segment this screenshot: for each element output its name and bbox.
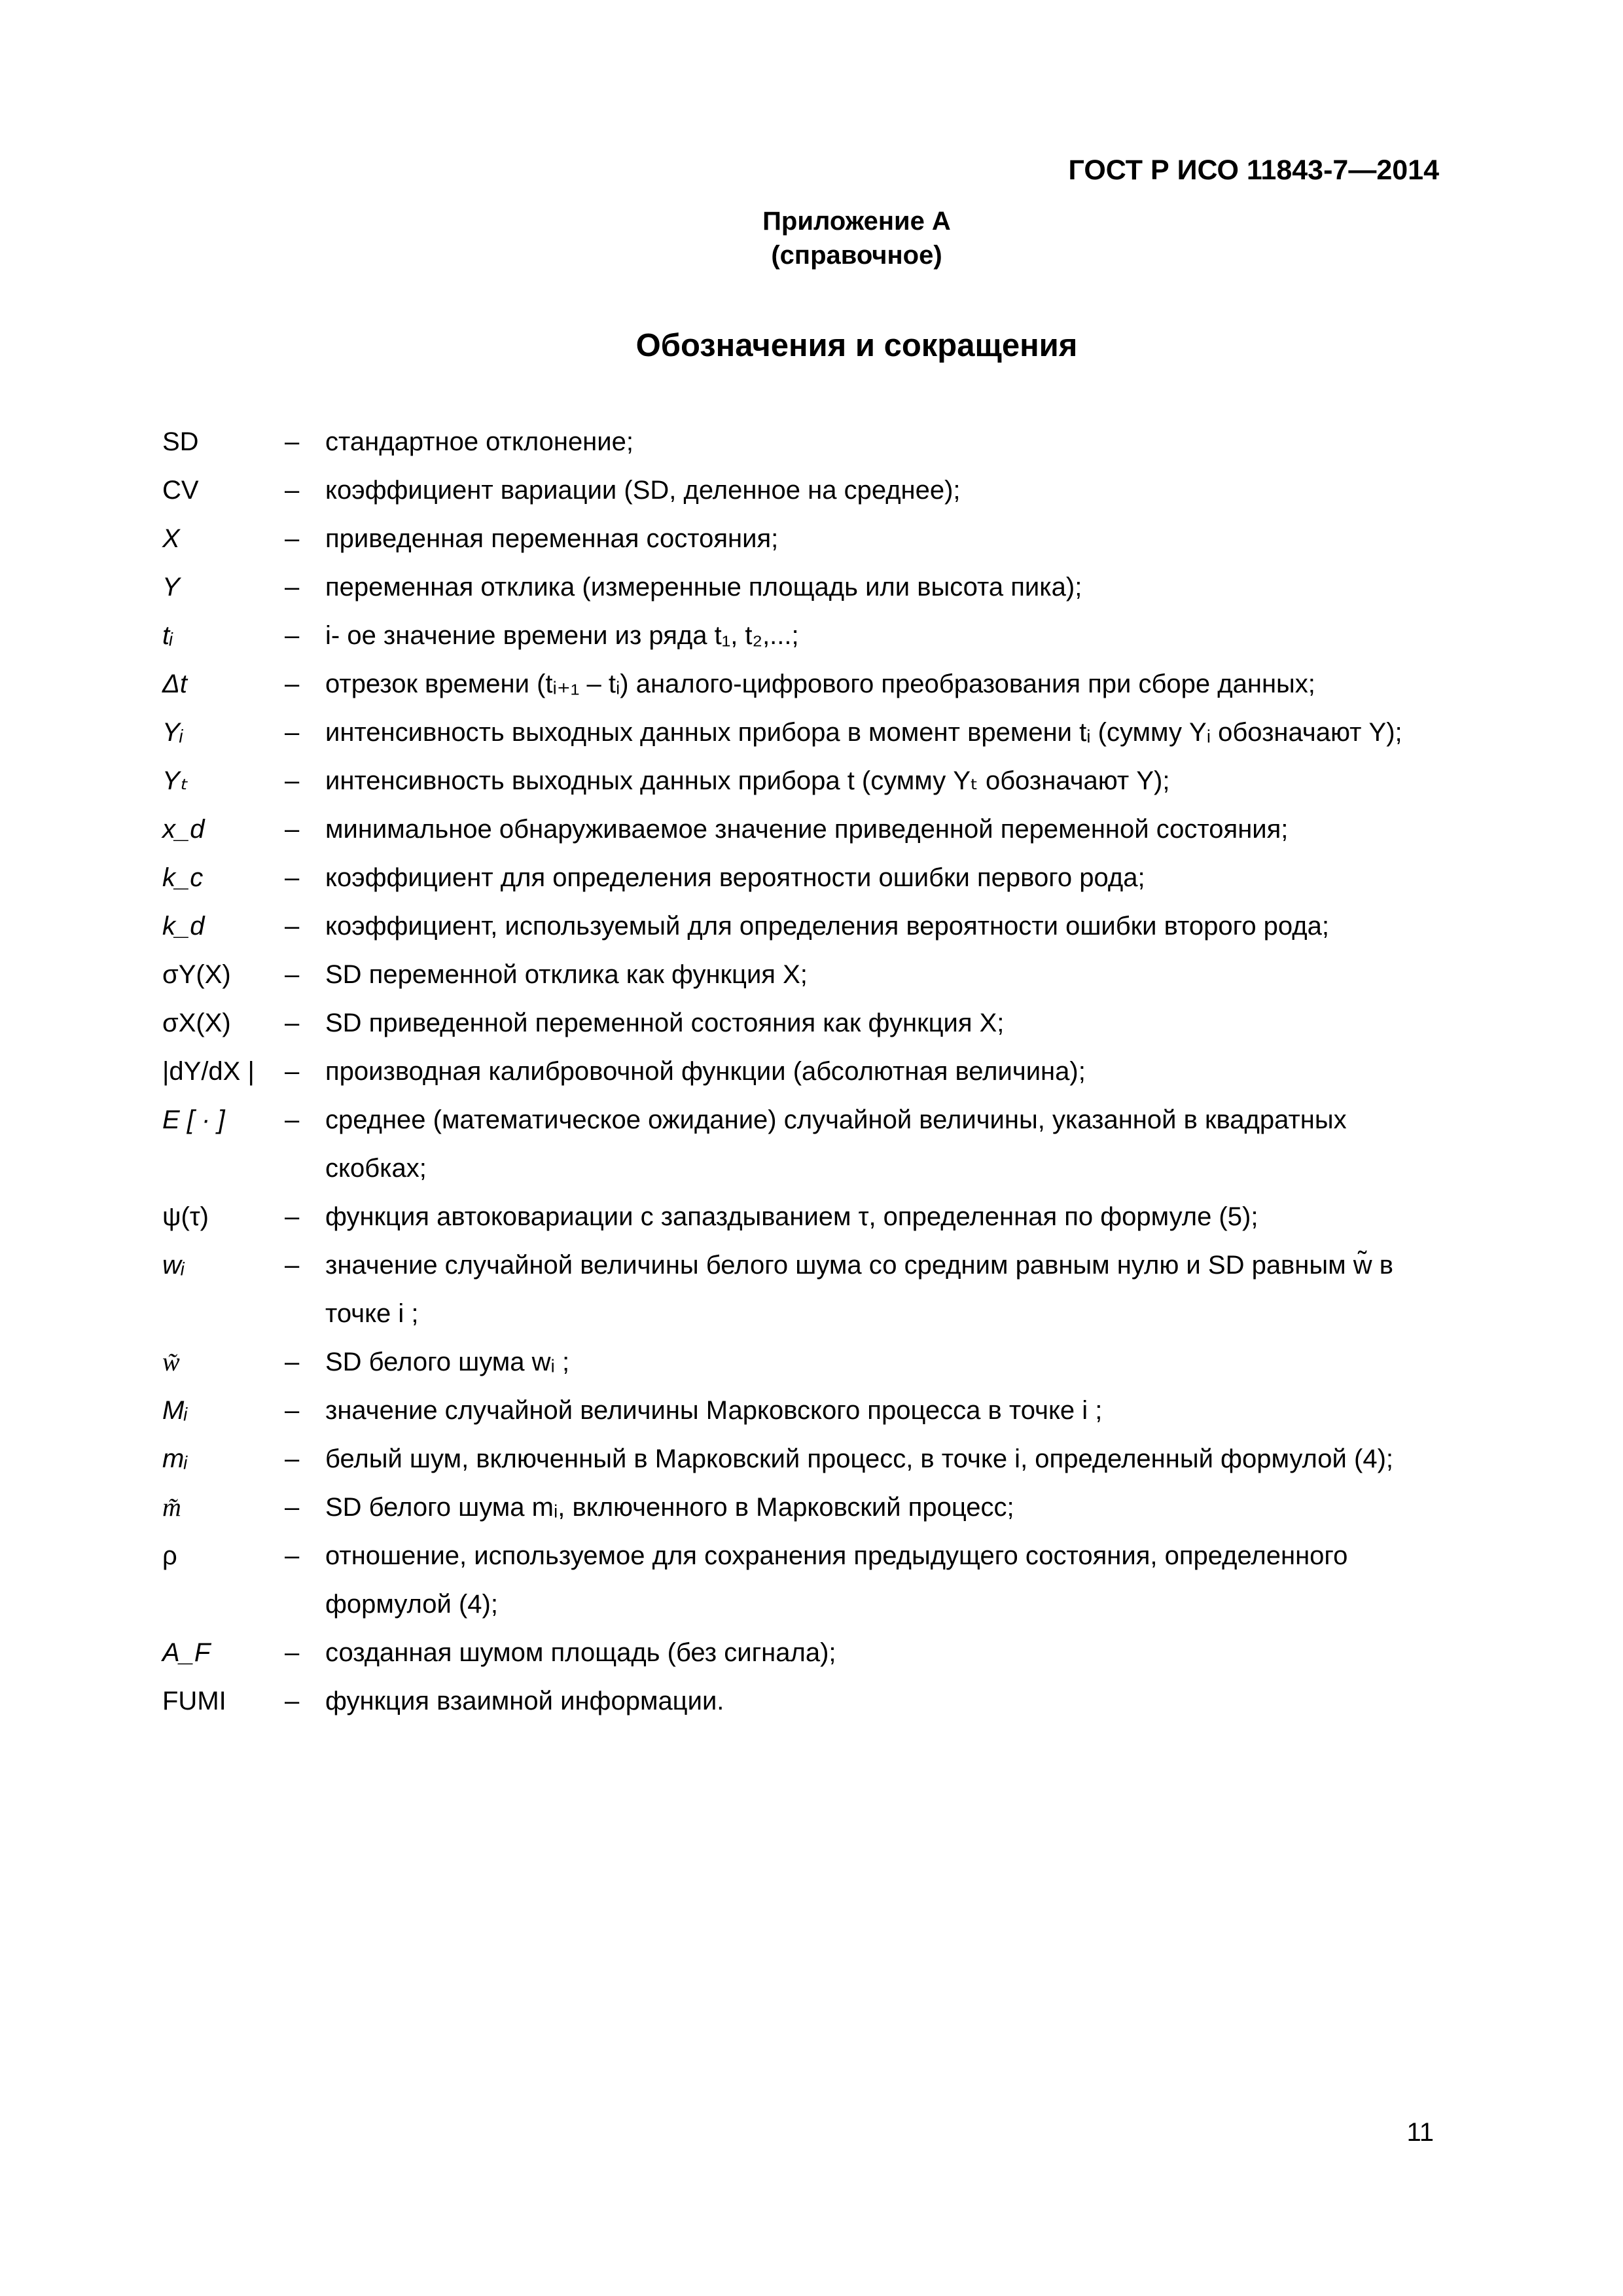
term-dash: – bbox=[285, 573, 300, 601]
term-symbol: ψ(τ) bbox=[162, 1202, 209, 1231]
term-dash: – bbox=[285, 621, 300, 650]
term-row bbox=[162, 1241, 1440, 1338]
page-number: 11 bbox=[1406, 2118, 1434, 2147]
term-row bbox=[162, 1386, 1440, 1435]
term-row bbox=[162, 1096, 1440, 1193]
term-row bbox=[162, 563, 1440, 611]
appendix-label: Приложение А bbox=[762, 207, 951, 236]
term-row bbox=[162, 1193, 1440, 1241]
term-dash: – bbox=[285, 1687, 300, 1715]
term-dash: – bbox=[285, 912, 300, 941]
document-standard-code: ГОСТ Р ИСО 11843-7—2014 bbox=[1068, 154, 1439, 186]
term-dash: – bbox=[285, 476, 300, 505]
term-description: функция взаимной информации. bbox=[325, 1687, 724, 1715]
term-dash: – bbox=[285, 524, 300, 553]
term-row bbox=[162, 708, 1440, 757]
term-description: производная калибровочной функции (абсолютная величина); bbox=[325, 1057, 1086, 1086]
term-row bbox=[162, 611, 1440, 660]
term-symbol: X bbox=[162, 524, 180, 553]
appendix-type: (справочное) bbox=[771, 241, 942, 270]
term-symbol: CV bbox=[162, 476, 199, 505]
term-symbol: w̃ bbox=[162, 1347, 180, 1376]
term-symbol: SD bbox=[162, 427, 199, 456]
term-symbol: Y bbox=[162, 573, 180, 601]
term-row bbox=[162, 805, 1440, 853]
term-dash: – bbox=[285, 1541, 300, 1570]
term-row bbox=[162, 999, 1440, 1047]
term-description: значение случайной величины Марковского процесса в точке i ; bbox=[325, 1396, 1103, 1425]
term-dash: – bbox=[285, 718, 300, 747]
term-description: функция автоковариации с запаздыванием τ, определенная по формуле (5); bbox=[325, 1202, 1258, 1231]
term-symbol: Yᵢ bbox=[162, 718, 183, 747]
term-row bbox=[162, 1435, 1440, 1483]
term-description: отношение, используемое для сохранения предыдущего состояния, определенного формулой (4); bbox=[325, 1541, 1348, 1619]
term-row bbox=[162, 1338, 1440, 1386]
term-symbol: FUMI bbox=[162, 1687, 226, 1715]
term-description: отрезок времени (tᵢ₊₁ – tᵢ) аналого-цифрового преобразования при сборе данных; bbox=[325, 670, 1315, 698]
term-dash: – bbox=[285, 427, 300, 456]
term-symbol: A_F bbox=[162, 1638, 211, 1667]
term-symbol: Δt bbox=[162, 670, 187, 698]
term-symbol: σX(X) bbox=[162, 1009, 231, 1037]
term-description: переменная отклика (измеренные площадь или высота пика); bbox=[325, 573, 1082, 601]
term-row bbox=[162, 1047, 1440, 1096]
term-description: среднее (математическое ожидание) случайной величины, указанной в квадратных скобках; bbox=[325, 1105, 1347, 1183]
term-row bbox=[162, 1532, 1440, 1628]
term-dash: – bbox=[285, 863, 300, 892]
term-row bbox=[162, 466, 1440, 514]
term-symbol: |dY/dX | bbox=[162, 1057, 255, 1086]
term-symbol: Yₜ bbox=[162, 766, 188, 795]
term-dash: – bbox=[285, 1348, 300, 1376]
term-row bbox=[162, 1483, 1440, 1532]
term-description: минимальное обнаруживаемое значение приведенной переменной состояния; bbox=[325, 815, 1289, 844]
term-symbol: tᵢ bbox=[162, 621, 173, 650]
term-description: коэффициент вариации (SD, деленное на среднее); bbox=[325, 476, 961, 505]
term-description: созданная шумом площадь (без сигнала); bbox=[325, 1638, 836, 1667]
term-dash: – bbox=[285, 960, 300, 989]
appendix-heading bbox=[0, 204, 1623, 272]
term-dash: – bbox=[285, 815, 300, 844]
term-row bbox=[162, 853, 1440, 902]
term-symbol: k_c bbox=[162, 863, 204, 892]
term-dash: – bbox=[285, 1396, 300, 1425]
term-row bbox=[162, 757, 1440, 805]
term-symbol: E [ · ] bbox=[162, 1105, 225, 1134]
term-description: SD белого шума mᵢ, включенного в Марковский процесс; bbox=[325, 1493, 1014, 1522]
term-symbol: σY(X) bbox=[162, 960, 231, 989]
term-description: i- ое значение времени из ряда t₁, t₂,...; bbox=[325, 621, 799, 650]
term-dash: – bbox=[285, 1057, 300, 1086]
term-row bbox=[162, 1628, 1440, 1677]
term-description: интенсивность выходных данных прибора в момент времени tᵢ (сумму Yᵢ обозначают Y); bbox=[325, 718, 1402, 747]
term-dash: – bbox=[285, 1493, 300, 1522]
term-row bbox=[162, 418, 1440, 466]
term-row bbox=[162, 660, 1440, 708]
term-description: коэффициент, используемый для определения вероятности ошибки второго рода; bbox=[325, 912, 1329, 941]
term-description: SD белого шума wᵢ ; bbox=[325, 1348, 570, 1376]
term-description: приведенная переменная состояния; bbox=[325, 524, 779, 553]
term-symbol: mᵢ bbox=[162, 1444, 188, 1473]
term-symbol: k_d bbox=[162, 912, 205, 941]
term-dash: – bbox=[285, 670, 300, 698]
term-dash: – bbox=[285, 1251, 300, 1280]
term-symbol: Mᵢ bbox=[162, 1396, 188, 1425]
term-description: SD переменной отклика как функция X; bbox=[325, 960, 808, 989]
term-dash: – bbox=[285, 1202, 300, 1231]
term-symbol: ρ bbox=[162, 1541, 177, 1570]
terms-list bbox=[162, 418, 1440, 1725]
term-dash: – bbox=[285, 1105, 300, 1134]
term-symbol: m̃ bbox=[162, 1492, 181, 1522]
term-dash: – bbox=[285, 766, 300, 795]
term-dash: – bbox=[285, 1444, 300, 1473]
section-title: Обозначения и сокращения bbox=[635, 328, 1078, 363]
term-row bbox=[162, 1677, 1440, 1725]
term-description: белый шум, включенный в Марковский процесс, в точке i, определенный формулой (4); bbox=[325, 1444, 1394, 1473]
term-description: интенсивность выходных данных прибора t (сумму Yₜ обозначают Y); bbox=[325, 766, 1170, 795]
term-description: стандартное отклонение; bbox=[325, 427, 633, 456]
term-description: коэффициент для определения вероятности ошибки первого рода; bbox=[325, 863, 1145, 892]
term-description: SD приведенной переменной состояния как функция X; bbox=[325, 1009, 1005, 1037]
term-row bbox=[162, 950, 1440, 999]
term-row bbox=[162, 514, 1440, 563]
term-dash: – bbox=[285, 1009, 300, 1037]
term-description: значение случайной величины белого шума со средним равным нулю и SD равным w̃ в точке i ; bbox=[325, 1251, 1394, 1328]
term-dash: – bbox=[285, 1638, 300, 1667]
term-symbol: x_d bbox=[162, 815, 205, 844]
term-symbol: wᵢ bbox=[162, 1251, 185, 1280]
term-row bbox=[162, 902, 1440, 950]
